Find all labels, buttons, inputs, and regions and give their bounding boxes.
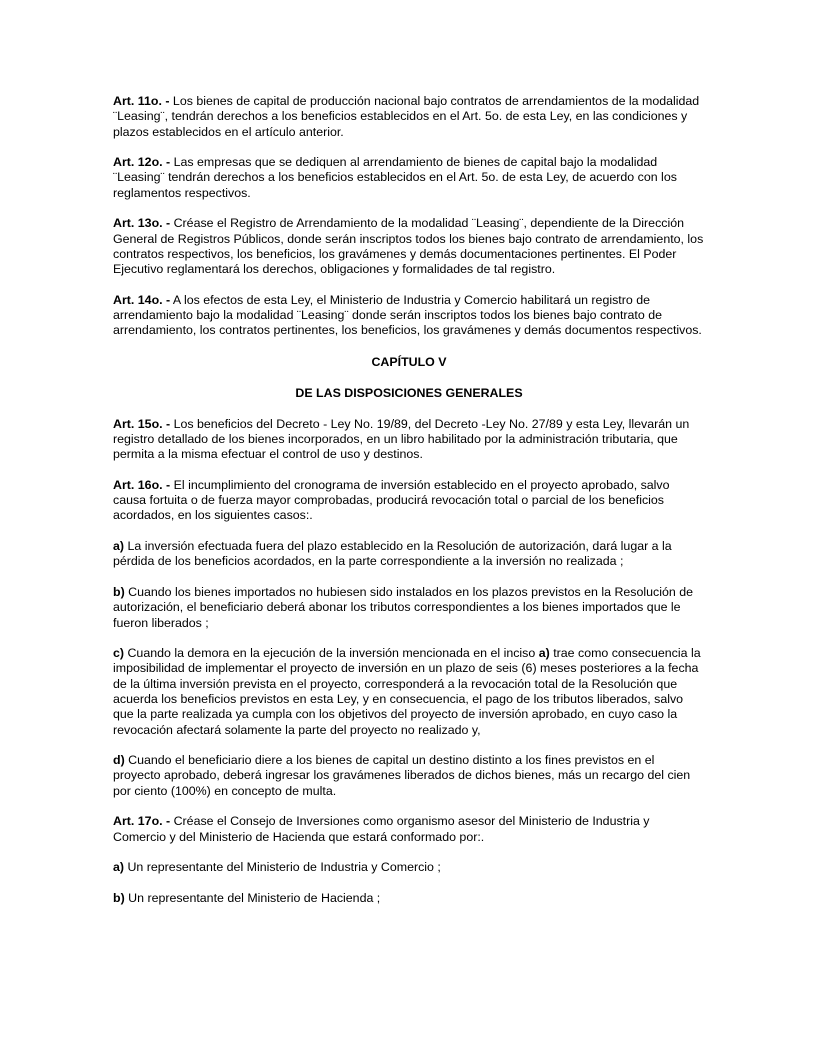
article-13 (113, 216, 705, 277)
article-text: Las empresas que se dediquen al arrendamiento de bienes de capital bajo la modalidad ¨Leasing¨ tendrán derechos a los beneficios establecidos en el Art. 5o. de esta Ley, de acuerdo con los reglamentos respectivos. (113, 155, 677, 200)
chapter-title: DE LAS DISPOSICIONES GENERALES (295, 386, 523, 401)
item-text: La inversión efectuada fuera del plazo establecido en la Resolución de autorización, dará lugar a la pérdida de los beneficios acordados, en la parte correspondiente a la inversión no realizada ; (113, 539, 672, 569)
item-label: d) (113, 753, 125, 768)
article-text: Los bienes de capital de producción nacional bajo contratos de arrendamientos de la modalidad ¨Leasing¨, tendrán derechos a los beneficios establecidos en el Art. 5o. de esta Ley, en las condiciones y plazos establecidos en el artículo anterior. (113, 94, 700, 139)
list-item-17a (113, 860, 705, 875)
article-17 (113, 814, 705, 845)
article-15 (113, 417, 705, 463)
list-item-a (113, 539, 705, 570)
article-label: Art. 12o. - (113, 155, 171, 170)
item-text: Cuando el beneficiario diere a los bienes de capital un destino distinto a los fines previstos en el proyecto aprobado, deberá ingresar los gravámenes liberados de dichos bienes, más un recargo del cien por ciento (100%) en concepto de multa. (113, 753, 691, 798)
list-item-b (113, 585, 705, 631)
article-12 (113, 155, 705, 201)
article-text: Los beneficios del Decreto - Ley No. 19/89, del Decreto -Ley No. 27/89 y esta Ley, llevarán un registro detallado de los bienes incorporados, en un libro habilitado por la administración tributaria, que permita a la misma efectuar el control de uso y destinos. (113, 416, 690, 462)
article-16 (113, 478, 705, 524)
item-label: b) (113, 584, 125, 599)
item-label: c) (113, 646, 125, 661)
item-text: trae como consecuencia la imposibilidad de implementar el proyecto de inversión en un plazo de seis (6) meses posteriores a la fecha de la última inversión prevista en el proyecto, corresponderá a la revocación total de la Resolución que acuerda los beneficios previstos en esta Ley, y en consecuencia, el pago de los tributos liberados, salvo que la parte realizada ya cumpla con los objetivos del proyecto de inversión aprobado, en cuyo caso la revocación afectará solamente la parte del proyecto no realizado y, (113, 646, 701, 737)
chapter-number: CAPÍTULO V (371, 354, 447, 369)
article-label: Art. 17o. - (113, 814, 171, 829)
item-text: Un representante del Ministerio de Hacienda ; (128, 890, 381, 905)
article-label: Art. 14o. - (113, 292, 171, 307)
list-item-c (113, 646, 705, 738)
list-item-17b (113, 891, 705, 906)
article-label: Art. 13o. - (113, 216, 171, 231)
article-text: A los efectos de esta Ley, el Ministerio de Industria y Comercio habilitará un registro de arrendamiento bajo la modalidad ¨Leasing¨ donde serán inscriptos todos los bienes bajo contrato de arrendamiento, los contratos pertinentes, los beneficios, los gravámenes y demás documentos respectivos. (113, 292, 702, 338)
article-text: Créase el Consejo de Inversiones como organismo asesor del Ministerio de Industria y Comercio y del Ministerio de Hacienda que estará conformado por:. (113, 814, 650, 844)
article-label: Art. 15o. - (113, 416, 171, 431)
article-14 (113, 293, 705, 339)
item-label: a) (113, 539, 125, 554)
document-page (113, 94, 705, 921)
article-label: Art. 11o. - (113, 94, 170, 108)
item-text: Cuando los bienes importados no hubiesen sido instalados en los plazos previstos en la Resolución de autorización, el beneficiario deberá abonar los tributos correspondientes a los bienes importados que le fueron liberados ; (113, 584, 693, 630)
list-item-d (113, 753, 705, 799)
article-text: El incumplimiento del cronograma de inversión establecido en el proyecto aprobado, salvo causa fortuita o de fuerza mayor comprobadas, producirá revocación total o parcial de los beneficios acordados, en los siguientes casos:. (113, 477, 670, 523)
item-label: b) (113, 890, 125, 905)
article-label: Art. 16o. - (113, 477, 171, 492)
item-text: Un representante del Ministerio de Industria y Comercio ; (127, 860, 441, 875)
item-reference: a) (538, 646, 550, 661)
article-text: Créase el Registro de Arrendamiento de la modalidad ¨Leasing¨, dependiente de la Dirección General de Registros Públicos, donde serán inscriptos todos los bienes bajo contrato de arrendamiento, los contratos respectivos, los beneficios, los gravámenes y demás documentaciones pertinentes. El Poder Ejecutivo reglamentará los derechos, obligaciones y formalidades de tal registro. (113, 216, 704, 277)
article-11 (113, 94, 705, 140)
item-text: Cuando la demora en la ejecución de la inversión mencionada en el inciso (127, 646, 536, 661)
item-label: a) (113, 860, 125, 875)
